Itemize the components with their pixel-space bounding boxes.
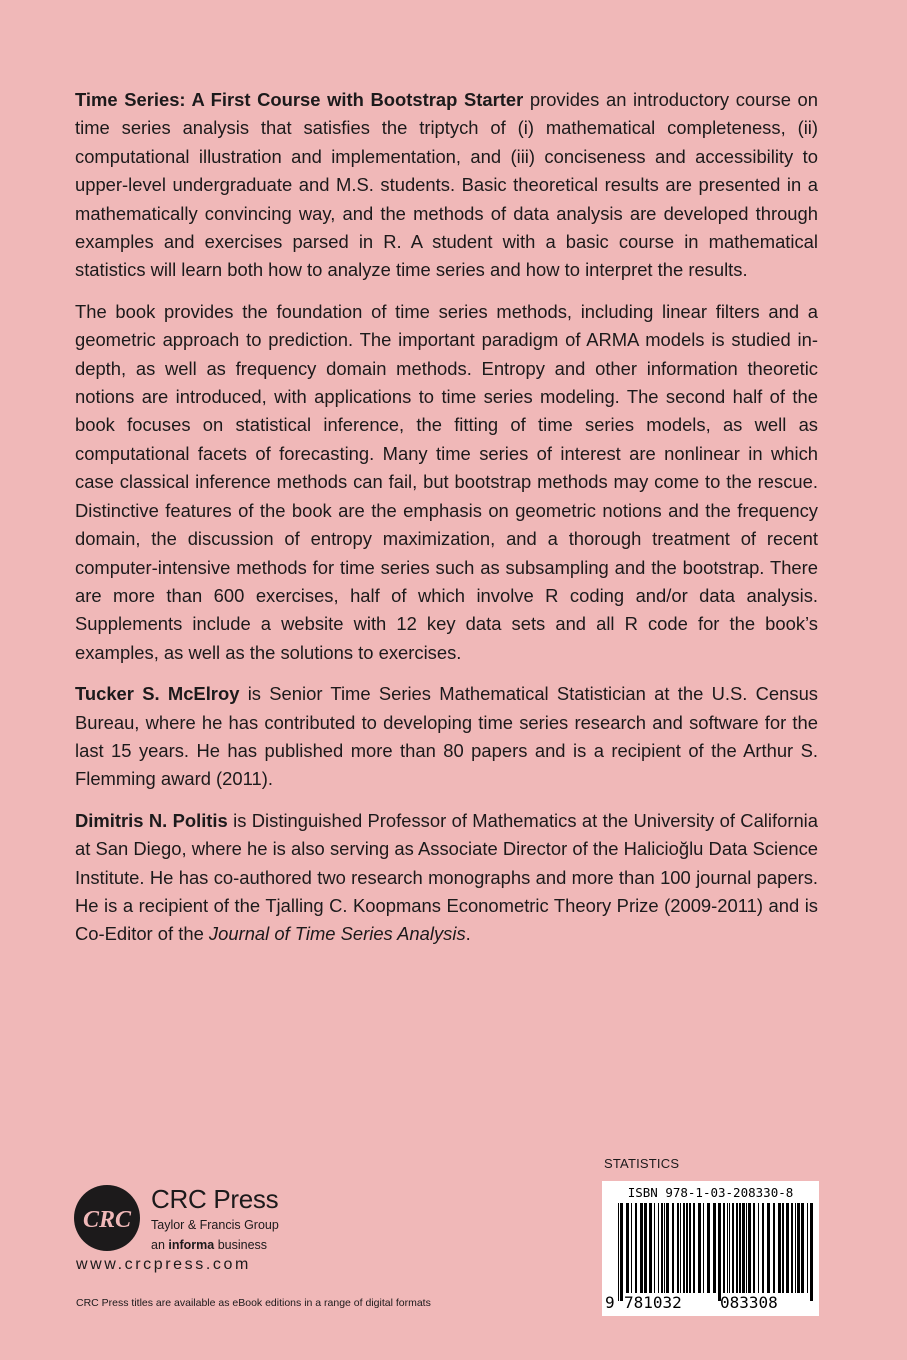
crc-logo-icon bbox=[73, 1184, 141, 1252]
barcode-bar bbox=[797, 1203, 800, 1293]
barcode-bar bbox=[746, 1203, 747, 1293]
publisher-name: CRC Press bbox=[151, 1184, 279, 1214]
barcode-bar bbox=[786, 1203, 789, 1293]
book-title: Time Series: A First Course with Bootstrap Starter bbox=[75, 89, 524, 110]
barcode-bar bbox=[707, 1203, 710, 1293]
barcode-bar bbox=[791, 1203, 793, 1293]
barcode-bar bbox=[644, 1203, 647, 1293]
category-label: STATISTICS bbox=[604, 1156, 680, 1171]
author1-bio-text: is Senior Time Series Mathematical Statistician at the U.S. Census Bureau, where he has contributed to developing time series research and software for the last 15 years. He has published more than 80 papers and is a recipient of the Arthur S. Flemming award (2011). bbox=[75, 683, 818, 790]
barcode-bar bbox=[677, 1203, 679, 1293]
barcode-bar bbox=[686, 1203, 688, 1293]
barcode-bar bbox=[807, 1203, 808, 1293]
isbn-barcode bbox=[602, 1181, 819, 1316]
barcode-bar bbox=[618, 1203, 619, 1301]
publisher-url: www.crcpress.com bbox=[76, 1256, 251, 1273]
barcode-bar bbox=[778, 1203, 781, 1293]
barcode-bar bbox=[810, 1203, 813, 1301]
barcode-bar bbox=[729, 1203, 730, 1293]
barcode-bar bbox=[758, 1203, 759, 1293]
barcode-bar bbox=[742, 1203, 745, 1293]
barcode-bar bbox=[698, 1203, 701, 1293]
barcode-bar bbox=[640, 1203, 643, 1293]
barcode-bar bbox=[672, 1203, 674, 1293]
barcode-bar bbox=[703, 1203, 704, 1293]
barcode-bar bbox=[753, 1203, 755, 1293]
barcode-bar bbox=[739, 1203, 741, 1293]
intro-paragraph bbox=[75, 86, 818, 285]
author1-bio bbox=[75, 680, 818, 794]
journal-title: Journal of Time Series Analysis bbox=[208, 923, 466, 945]
barcode-bar bbox=[635, 1203, 637, 1293]
barcode-bar bbox=[762, 1203, 764, 1293]
barcode-bar bbox=[631, 1203, 632, 1293]
barcode-bar bbox=[795, 1203, 796, 1293]
barcode-bar bbox=[736, 1203, 738, 1293]
barcode-bar bbox=[693, 1203, 695, 1293]
author2-name: Dimitris N. Politis bbox=[75, 809, 228, 831]
barcode-digits-left: 781032 bbox=[624, 1293, 682, 1312]
publisher-business: an informa business bbox=[151, 1238, 268, 1252]
intro-body: provides an introductory course on time series analysis that satisfies the triptych of (i) mathematical completeness, (ii) computational illustration and implementation, and (iii) conciseness and accessibility to upper-level undergraduate and M.S. students. Basic theoretical results are presented in a mathematically convincing way, and the methods of data analysis are developed through examples and exercises parsed in R. A student with a basic course in mathematical statistics will learn both how to analyze time series and how to interpret the results. bbox=[75, 89, 818, 281]
barcode-bar bbox=[748, 1203, 751, 1293]
barcode-bar bbox=[801, 1203, 804, 1293]
barcode-bar bbox=[661, 1203, 663, 1293]
barcode-bar bbox=[658, 1203, 659, 1293]
author2-bio-text: is Distinguished Professor of Mathematics at the University of California at San Diego, where he is also serving as Associate Director of the Halicioğlu Data Science Institute. He has co-authored two research monographs and more than 100 journal papers. He is a recipient of the Tjalling C. Koopmans Econometric Theory Prize (2009-2011) and is Co-Editor of the bbox=[75, 809, 818, 945]
barcode-bar bbox=[664, 1203, 665, 1293]
logo-text: CRC bbox=[82, 1207, 132, 1233]
barcode-bar bbox=[723, 1203, 725, 1293]
barcode-bar bbox=[689, 1203, 691, 1293]
barcode-digit-first: 9 bbox=[605, 1293, 615, 1312]
barcode-bar bbox=[718, 1203, 721, 1301]
barcode-bar bbox=[732, 1203, 734, 1293]
publisher-group: Taylor & Francis Group bbox=[151, 1218, 279, 1232]
author1-name: Tucker S. McElroy bbox=[75, 683, 240, 705]
barcode-bar bbox=[666, 1203, 669, 1293]
barcode-bar bbox=[683, 1203, 685, 1293]
barcode-bar bbox=[767, 1203, 770, 1293]
barcode-bar bbox=[782, 1203, 784, 1293]
barcode-digits-right: 083308 bbox=[720, 1293, 778, 1312]
barcode-bar bbox=[727, 1203, 728, 1293]
isbn-label: ISBN 978-1-03-208330-8 bbox=[627, 1185, 794, 1200]
barcode-bar bbox=[620, 1203, 623, 1301]
back-cover-text bbox=[75, 86, 818, 962]
barcode-bar bbox=[654, 1203, 655, 1293]
barcode-bar bbox=[626, 1203, 629, 1293]
barcode-bar bbox=[649, 1203, 652, 1293]
ebook-note: CRC Press titles are available as eBook editions in a range of digital formats bbox=[76, 1297, 431, 1309]
author2-bio-end: . bbox=[465, 923, 471, 945]
author2-bio bbox=[75, 807, 818, 949]
description-paragraph: The book provides the foundation of time series methods, including linear filters and a geometric approach to prediction. The important paradigm of ARMA models is studied in-depth, as well as frequency domain methods. Entropy and other information theoretic notions are introduced, with applications to time series modeling. The second half of the book focuses on statistical inference, the fitting of time series models, as well as computational facets of forecasting. Many time series of interest are nonlinear in which case classical inference methods can fail, but bootstrap methods may come to the rescue. Distinctive features of the book are the emphasis on geometric notions and the frequency domain, the discussion of entropy maximization, and a thorough treatment of recent computer-intensive methods for time series such as subsampling and the bootstrap. There are more than 600 exercises, half of which involve R coding and/or data analysis. Supplements include a website with 12 key data sets and all R code for the book’s examples, as well as the solutions to exercises. bbox=[75, 300, 818, 663]
barcode-bar bbox=[713, 1203, 716, 1293]
barcode-bar bbox=[773, 1203, 775, 1293]
barcode-bar bbox=[680, 1203, 681, 1293]
